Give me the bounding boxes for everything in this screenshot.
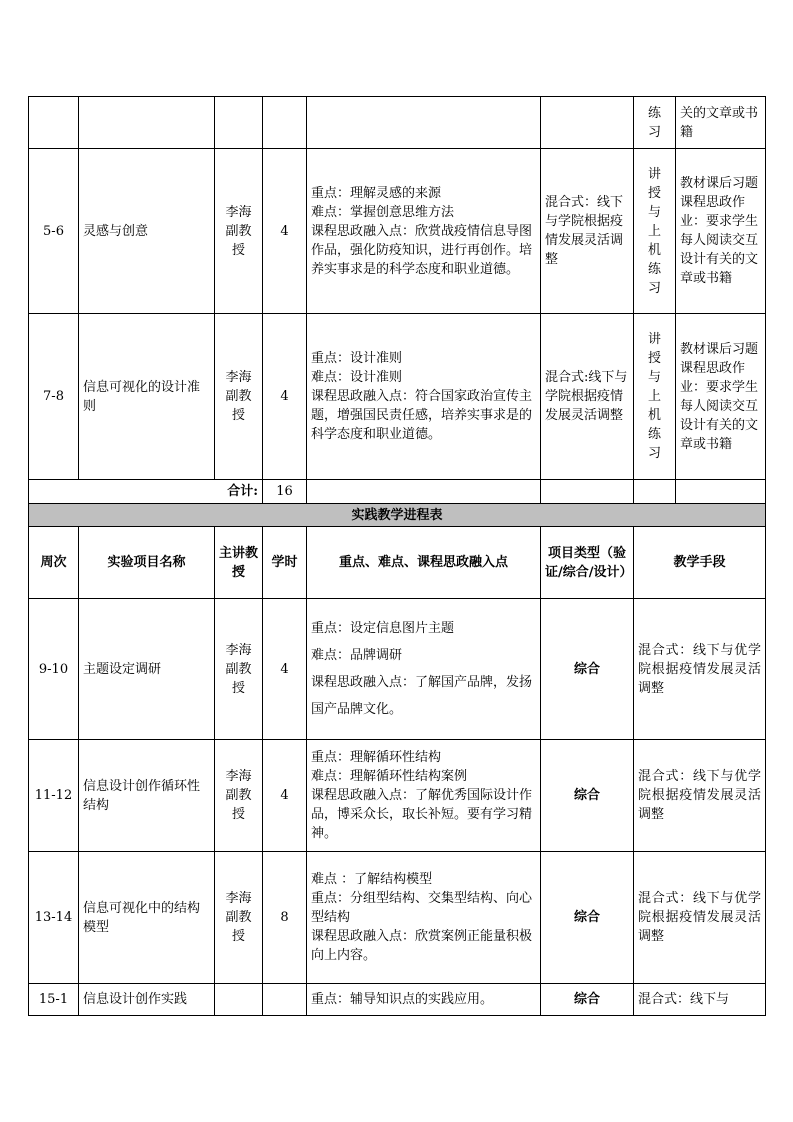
header-row (29, 527, 766, 599)
method-cell (541, 97, 634, 149)
details-cell: 难点 ：了解结构模型 重点：分组型结构、交集型结构、向心型结构 课程思政融入点：欣赏案例正能量积极向上内容。 (307, 852, 541, 984)
header-week: 周次 (29, 527, 79, 599)
topic-cell (79, 97, 215, 149)
type-cell: 综合 (541, 984, 634, 1016)
week-cell: 11-12 (29, 740, 79, 852)
table-row (29, 149, 766, 314)
homework-cell: 教材课后习题课程思政作业：要求学生每人阅读交互设计有关的文章或书籍 (676, 314, 766, 480)
header-details: 重点、难点、课程思政融入点 (307, 527, 541, 599)
table-row (29, 599, 766, 740)
section-title-row (29, 504, 766, 527)
project-cell: 信息可视化中的结构模型 (79, 852, 215, 984)
week-cell: 7-8 (29, 314, 79, 480)
details-cell (307, 97, 541, 149)
teacher-cell: 李海 副教 授 (215, 852, 263, 984)
table-row (29, 984, 766, 1016)
empty-cell (541, 480, 634, 504)
empty-cell (676, 480, 766, 504)
details-cell: 重点：设定信息图片主题 难点：品牌调研 课程思政融入点：了解国产品牌，发扬国产品牌文化。 (307, 599, 541, 740)
project-cell: 信息设计创作循环性结构 (79, 740, 215, 852)
details-cell: 重点：设计准则 难点：设计准则 课程思政融入点：符合国家政治宣传主题，增强国民责任感，培养实事求是的科学态度和职业道德。 (307, 314, 541, 480)
details-cell: 重点：辅导知识点的实践应用。 (307, 984, 541, 1016)
table-row (29, 314, 766, 480)
week-cell: 9-10 (29, 599, 79, 740)
method-cell: 混合式:线下与学院根据疫情发展灵活调整 (541, 314, 634, 480)
method-cell: 混合式：线下与学院根据疫情发展灵活调整 (541, 149, 634, 314)
project-cell: 主题设定调研 (79, 599, 215, 740)
hours-cell: 4 (263, 740, 307, 852)
method-cell: 混合式：线下与优学院根据疫情发展灵活调整 (634, 852, 766, 984)
week-cell: 15-1 (29, 984, 79, 1016)
hours-cell (263, 97, 307, 149)
format-cell: 讲 授 与 上 机 练 习 (634, 314, 676, 480)
total-label: 合计: (29, 480, 263, 504)
format-cell: 练 习 (634, 97, 676, 149)
homework-cell: 教材课后习题课程思政作业：要求学生每人阅读交互设计有关的文章或书籍 (676, 149, 766, 314)
section-title: 实践教学进程表 (29, 504, 766, 527)
homework-cell: 关的文章或书籍 (676, 97, 766, 149)
teacher-cell: 李海 副教 授 (215, 314, 263, 480)
total-hours: 16 (263, 480, 307, 504)
empty-cell (307, 480, 541, 504)
type-cell: 综合 (541, 599, 634, 740)
hours-cell: 4 (263, 314, 307, 480)
teacher-cell (215, 97, 263, 149)
format-cell: 讲 授 与 上 机 练 习 (634, 149, 676, 314)
teacher-cell: 李海 副教 授 (215, 740, 263, 852)
project-cell: 信息设计创作实践 (79, 984, 215, 1016)
details-cell: 重点：理解灵感的来源 难点：掌握创意思维方法 课程思政融入点：欣赏战疫情信息导图作品，强化防疫知识，进行再创作。培养实事求是的科学态度和职业道德。 (307, 149, 541, 314)
method-cell: 混合式：线下与 (634, 984, 766, 1016)
header-method: 教学手段 (634, 527, 766, 599)
header-type: 项目类型（验证/综合/设计） (541, 527, 634, 599)
total-row (29, 480, 766, 504)
table-row (29, 740, 766, 852)
empty-cell (634, 480, 676, 504)
week-cell: 5-6 (29, 149, 79, 314)
type-cell: 综合 (541, 852, 634, 984)
week-cell: 13-14 (29, 852, 79, 984)
topic-cell: 信息可视化的设计准则 (79, 314, 215, 480)
teacher-cell: 李海 副教 授 (215, 149, 263, 314)
topic-cell: 灵感与创意 (79, 149, 215, 314)
hours-cell: 4 (263, 149, 307, 314)
schedule-table (28, 96, 766, 1016)
table-row (29, 97, 766, 149)
hours-cell: 4 (263, 599, 307, 740)
details-cell: 重点：理解循环性结构 难点：理解循环性结构案例 课程思政融入点：了解优秀国际设计作品，博采众长，取长补短。要有学习精神。 (307, 740, 541, 852)
teacher-cell (215, 984, 263, 1016)
week-cell (29, 97, 79, 149)
header-hours: 学时 (263, 527, 307, 599)
method-cell: 混合式：线下与优学院根据疫情发展灵活调整 (634, 740, 766, 852)
method-cell: 混合式：线下与优学院根据疫情发展灵活调整 (634, 599, 766, 740)
hours-cell: 8 (263, 852, 307, 984)
header-teacher: 主讲教授 (215, 527, 263, 599)
header-project: 实验项目名称 (79, 527, 215, 599)
type-cell: 综合 (541, 740, 634, 852)
table-row (29, 852, 766, 984)
hours-cell (263, 984, 307, 1016)
teacher-cell: 李海 副教 授 (215, 599, 263, 740)
